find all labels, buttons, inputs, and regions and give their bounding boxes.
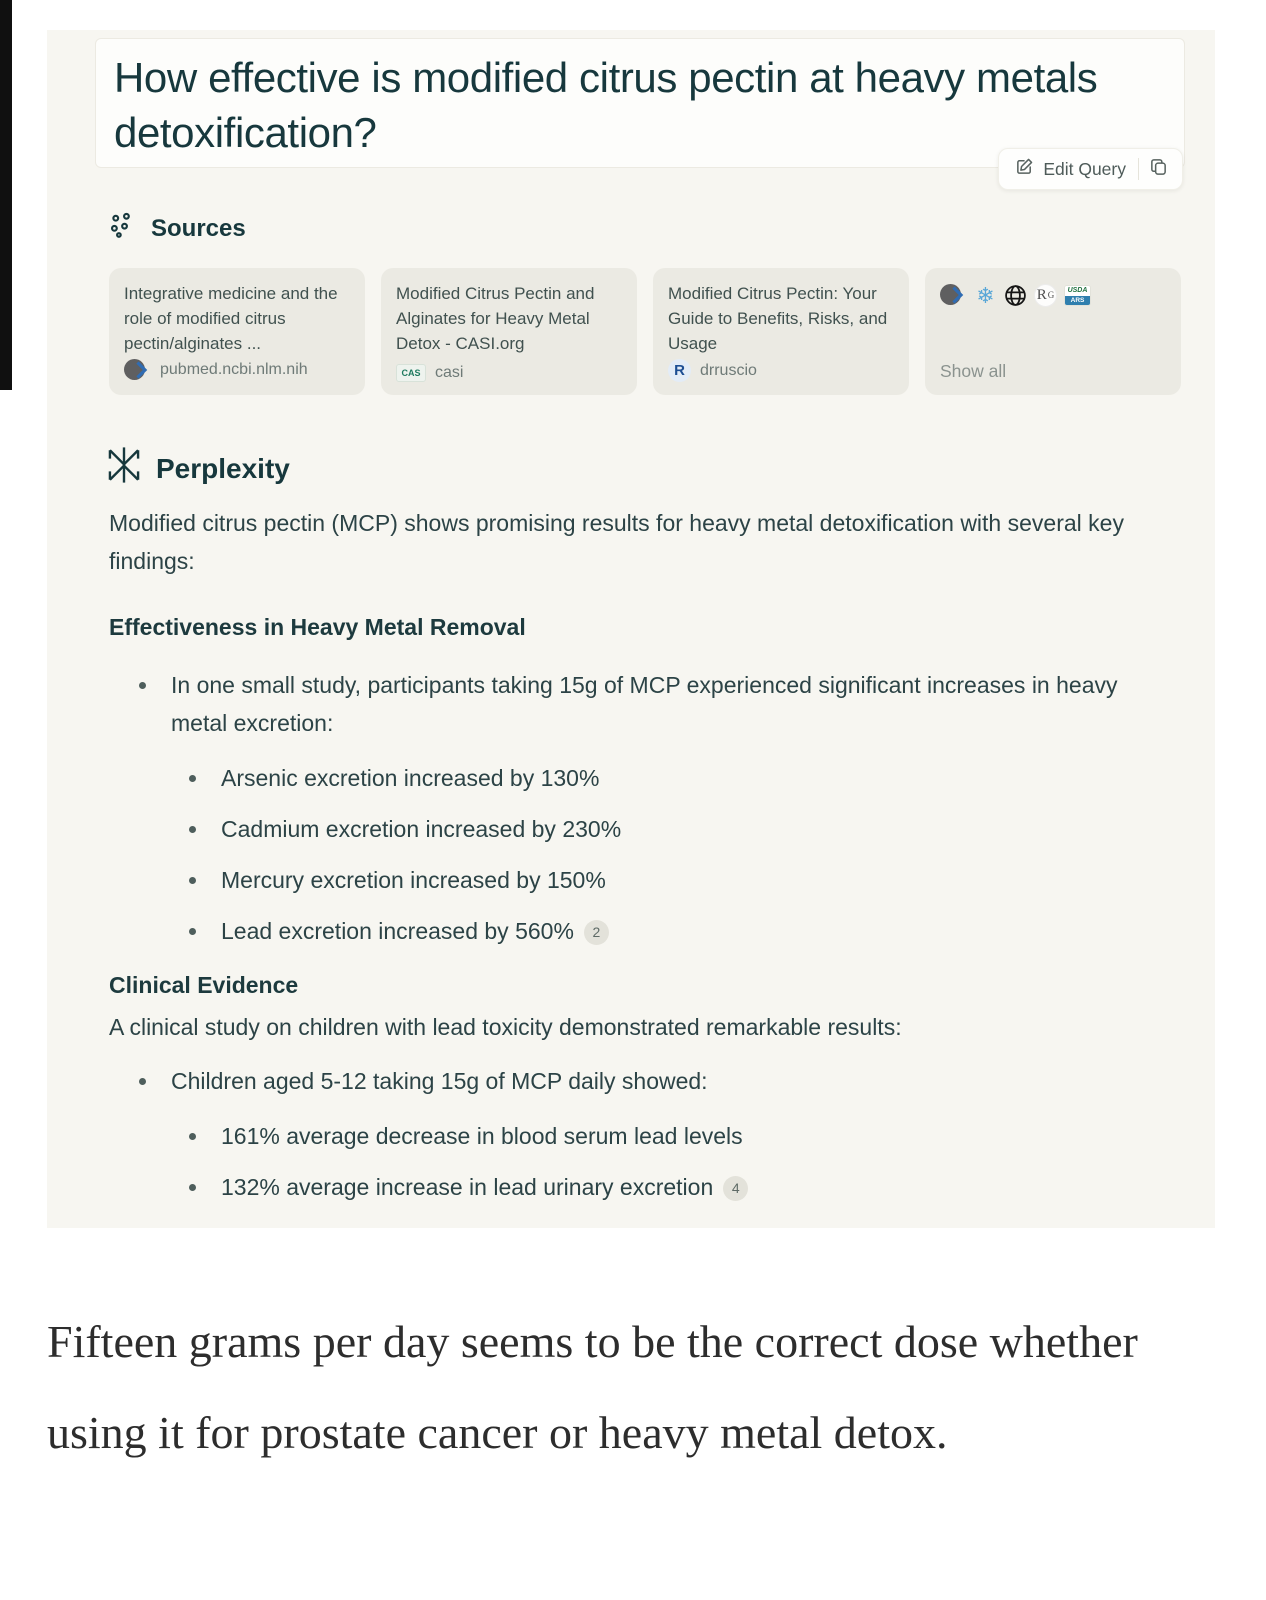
- source-card-domain-row: [396, 364, 622, 382]
- usda-ars-icon: USDA ARS: [1064, 285, 1091, 306]
- perplexity-logo-icon: [107, 446, 141, 491]
- drruscio-icon: R: [668, 359, 691, 382]
- bullet-dot: [189, 1133, 196, 1140]
- list-item: [109, 861, 1131, 899]
- citation-badge[interactable]: 4: [723, 1176, 748, 1201]
- show-all-favicons: [940, 281, 1166, 307]
- sub-list: [109, 759, 1131, 950]
- source-card-title: Modified Citrus Pectin: Your Guide to Benefits, Risks, and Usage: [668, 284, 888, 353]
- sources-label: Sources: [151, 215, 246, 242]
- section-heading: Effectiveness in Heavy Metal Removal: [109, 614, 526, 640]
- caption-paragraph: Fifteen grams per day seems to be the correct dose whether using it for prostate cancer or heavy metal detox.: [47, 1316, 1138, 1458]
- sub-list: [109, 1117, 1131, 1206]
- list-item: [109, 759, 1131, 797]
- globe-icon: [1004, 284, 1027, 307]
- citation-badge[interactable]: 2: [584, 920, 609, 945]
- source-card-title: Modified Citrus Pectin and Alginates for Heavy Metal Detox - CASI.org: [396, 284, 595, 353]
- bullet-dot: [189, 928, 196, 935]
- perplexity-screenshot-panel: [47, 30, 1215, 1228]
- sources-icon: [109, 212, 136, 246]
- edit-query-button[interactable]: [1003, 149, 1138, 189]
- source-card-domain: pubmed.ncbi.nlm.nih: [160, 361, 308, 378]
- list-item-text: Children aged 5-12 taking 15g of MCP daily showed:: [171, 1068, 708, 1094]
- source-card-domain-row: [668, 359, 894, 382]
- show-all-card[interactable]: [925, 268, 1181, 395]
- list-item-text: Mercury excretion increased by 150%: [221, 867, 606, 893]
- source-card-domain: drruscio: [700, 361, 757, 379]
- section-intro: A clinical study on children with lead toxicity demonstrated remarkable results:: [109, 1014, 902, 1040]
- show-all-label: Show all: [940, 361, 1007, 381]
- source-card[interactable]: [381, 268, 637, 395]
- source-card-domain-row: [124, 358, 350, 382]
- bullet-dot: [139, 1078, 146, 1085]
- answer-intro: Modified citrus pectin (MCP) shows promising results for heavy metal detoxification with several key findings:: [109, 510, 1124, 574]
- edit-pencil-icon: [1015, 157, 1034, 181]
- bullet-dot: [189, 775, 196, 782]
- list-item: [109, 912, 1131, 950]
- list-item-text: 132% average increase in lead urinary excretion 4: [221, 1168, 748, 1206]
- answer-body: [109, 504, 1131, 1219]
- list-item: [109, 1168, 1131, 1206]
- list-item-text: Lead excretion increased by 560% 2: [221, 912, 609, 950]
- answer-brand-label: Perplexity: [156, 452, 290, 484]
- list-item: [109, 666, 1131, 742]
- list-item: [109, 1062, 1131, 1100]
- left-edge-bar: [0, 0, 12, 390]
- section-heading: Clinical Evidence: [109, 972, 299, 998]
- bullet-dot: [189, 826, 196, 833]
- edit-query-label: Edit Query: [1043, 158, 1126, 179]
- answer-header: [107, 446, 290, 491]
- source-card-domain: casi: [435, 364, 464, 381]
- bullet-dot: [189, 1184, 196, 1191]
- bullet-dot: [189, 877, 196, 884]
- copy-query-button[interactable]: [1139, 149, 1178, 189]
- source-card-title: Integrative medicine and the role of modified citrus pectin/alginates ...: [124, 284, 338, 353]
- sources-header: [109, 212, 246, 246]
- casi-icon: CAS: [396, 364, 426, 382]
- source-card[interactable]: [653, 268, 909, 395]
- query-title: How effective is modified citrus pectin at heavy metals detoxification?: [114, 54, 1098, 156]
- list-item-text: Arsenic excretion increased by 130%: [221, 765, 600, 791]
- snowflake-icon: ❄: [976, 282, 995, 308]
- pubmed-icon: [940, 283, 967, 307]
- copy-icon: [1149, 157, 1168, 181]
- pubmed-icon: [124, 358, 151, 382]
- researchgate-icon: R G: [1034, 284, 1057, 307]
- query-actions-pill: [998, 148, 1183, 190]
- list-item: [109, 810, 1131, 848]
- source-card[interactable]: [109, 268, 365, 395]
- list-item-text: In one small study, participants taking 15g of MCP experienced significant increases in heavy metal excretion:: [171, 672, 1118, 736]
- list-item-text: 161% average decrease in blood serum lead levels: [221, 1123, 743, 1149]
- source-cards-row: [109, 268, 1181, 395]
- list-item: [109, 1117, 1131, 1155]
- list-item-text: Cadmium excretion increased by 230%: [221, 816, 622, 842]
- bullet-dot: [139, 682, 146, 689]
